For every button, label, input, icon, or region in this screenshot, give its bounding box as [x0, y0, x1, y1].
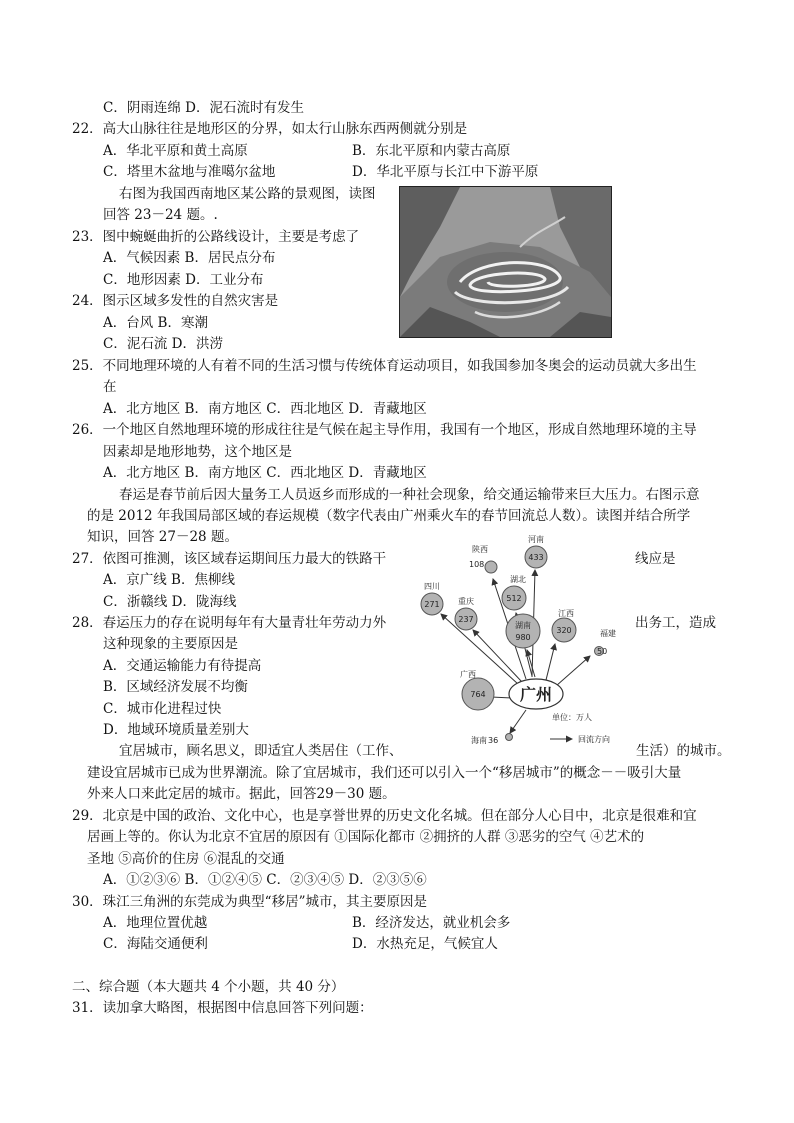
q28-stem-cont: 这种现象的主要原因是: [103, 636, 238, 652]
q27-options-cd: C．浙赣线 D．陇海线: [103, 594, 237, 610]
q23-options-ab: A．气候因素 B．居民点分布: [103, 250, 276, 266]
q30-option-b: B．经济发达，就业机会多: [352, 915, 511, 931]
q23-stem: 23．图中蜿蜒曲折的公路线设计，主要是考虑了: [72, 229, 360, 245]
jiangxi-name: 江西: [558, 609, 574, 618]
q23-options-cd: C．地形因素 D．工业分布: [103, 272, 264, 288]
q27-stem: 27．依图可推测，该区域春运期间压力最大的铁路干: [72, 551, 387, 567]
q22-option-d: D．华北平原与长江中下游平原: [352, 164, 539, 180]
q30-stem: 30．珠江三角洲的东莞成为典型“移居”城市，其主要原因是: [72, 894, 427, 910]
q25-options: A．北方地区 B．南方地区 C．西北地区 D．青藏地区: [103, 401, 427, 417]
sichuan-value: 271: [424, 600, 440, 609]
q24-options-ab: A．台风 B．寒潮: [103, 315, 208, 331]
shaanxi-value: 108: [469, 560, 485, 569]
spring-festival-flow-diagram: [414, 534, 624, 750]
q28-option-a: A．交通运输能力有待提高: [103, 658, 262, 674]
fujian-name: 福建: [600, 629, 616, 638]
mountain-road-illustration: [400, 187, 611, 337]
section-two-heading: 二、综合题（本大题共 4 个小题，共 40 分）: [72, 979, 345, 995]
arrow-sichuan: [441, 614, 518, 684]
arrow-fujian: [556, 656, 590, 686]
q22-option-a: A．华北平原和黄土高原: [103, 143, 248, 159]
q27-options-ab: A．京广线 B．焦柳线: [103, 572, 235, 588]
q30-option-a: A．地理位置优越: [103, 915, 208, 931]
flow-diagram-svg: [414, 534, 624, 750]
q31-stem: 31．读加拿大略图，根据图中信息回答下列问题：: [72, 1000, 373, 1016]
q27-stem-end: 线应是: [635, 551, 676, 567]
q22-option-b: B．东北平原和内蒙古高原: [352, 143, 511, 159]
hainan-name: 海南: [471, 736, 487, 745]
q29-30-intro-1-end: 生活）的城市。: [636, 743, 731, 759]
q28-stem: 28．春运压力的存在说明每年有大量青壮年劳动力外: [72, 615, 387, 631]
q22-option-c: C．塔里木盆地与准噶尔盆地: [103, 164, 276, 180]
q27-28-intro-2: 的是 2012 年我国局部区域的春运规模（数字代表由广州乘火车的春节回流总人数）。读图并结合所学: [87, 508, 691, 524]
q24-stem: 24．图示区域多发性的自然灾害是: [72, 293, 279, 309]
q28-option-b: B．区域经济发展不均衡: [103, 679, 248, 695]
mountain-road-photo: [399, 186, 612, 338]
hunan-value: 980: [515, 633, 531, 642]
q30-option-c: C．海陆交通便利: [103, 936, 208, 952]
q30-option-d: D．水热充足，气候宜人: [352, 936, 498, 952]
arrow-jiangxi: [546, 644, 555, 680]
hunan-name: 湖南: [515, 621, 531, 630]
bubble-shaanxi: [485, 561, 497, 573]
bubble-hunan: [506, 614, 540, 648]
q29-stem-cont-2: 圣地 ⑤高价的住房 ⑥混乱的交通: [87, 851, 285, 867]
hainan-value: 36: [488, 736, 499, 745]
guangxi-value: 764: [470, 690, 486, 699]
q28-option-c: C．城市化进程过快: [103, 701, 222, 717]
legend-label: 回流方向: [578, 735, 610, 744]
arrow-hainan: [510, 710, 526, 733]
q23-24-intro-2: 回答 23－24 题。.: [103, 207, 218, 223]
jiangxi-value: 320: [556, 626, 572, 635]
q25-stem: 25．不同地理环境的人有着不同的生活习惯与传统体育运动项目，如我国参加冬奥会的运动员就大多出生: [72, 358, 697, 374]
q23-24-intro-1: 右图为我国西南地区某公路的景观图，读图: [119, 186, 376, 202]
henan-value: 433: [528, 553, 544, 562]
q21-options: C．阴雨连绵 D．泥石流时有发生: [103, 100, 304, 116]
q29-30-intro-1: 宜居城市，顾名思义，即适宜人类居住（工作、: [119, 743, 403, 759]
q27-28-intro-1: 春运是春节前后因大量务工人员返乡而形成的一种社会现象，给交通运输带来巨大压力。右图示意: [119, 487, 700, 503]
hubei-value: 512: [506, 594, 522, 603]
chongqing-value: 237: [458, 615, 474, 624]
q24-options-cd: C．泥石流 D．洪涝: [103, 336, 223, 352]
guangxi-name: 广西: [460, 670, 476, 679]
guangzhou-label: 广州: [519, 685, 553, 704]
unit-label: 单位：万人: [552, 713, 592, 722]
q25-stem-cont: 在: [103, 379, 117, 395]
q28-stem-end: 出务工，造成: [635, 615, 716, 631]
q29-options: A．①②③⑥ B．①②④⑤ C．②③④⑤ D．②③⑤⑥: [103, 872, 427, 888]
q26-stem-cont: 因素却是地形地势，这个地区是: [103, 444, 292, 460]
bubble-hainan: [506, 734, 513, 741]
sichuan-name: 四川: [424, 582, 440, 591]
fujian-value: 50: [597, 647, 608, 656]
shaanxi-name: 陕西: [472, 545, 488, 554]
hubei-name: 湖北: [510, 575, 526, 584]
q27-28-intro-3: 知识，回答 27－28 题。: [87, 529, 238, 545]
q29-stem: 29．北京是中国的政治、文化中心，也是享誉世界的历史文化名城。但在部分人心目中，北京是很难和宜: [72, 808, 697, 824]
q26-stem: 26．一个地区自然地理环境的形成往往是气候在起主导作用，我国有一个地区，形成自然地理环境的主导: [72, 422, 697, 438]
q29-30-intro-3: 外来人口来此定居的城市。据此，回答29－30 题。: [87, 786, 396, 802]
henan-name: 河南: [528, 535, 544, 544]
q22-stem: 22．高大山脉往往是地形区的分界，如太行山脉东西两侧就分别是: [72, 121, 468, 137]
q28-option-d: D．地域环境质量差别大: [103, 722, 249, 738]
q29-stem-cont: 居画上等的。你认为北京不宜居的原因有 ①国际化都市 ②拥挤的人群 ③恶劣的空气 ④艺术的: [87, 829, 645, 845]
chongqing-name: 重庆: [458, 597, 474, 606]
q29-30-intro-2: 建设宜居城市已成为世界潮流。除了宜居城市，我们还可以引入一个“移居城市”的概念－－吸引大量: [87, 765, 682, 781]
q26-options: A．北方地区 B．南方地区 C．西北地区 D．青藏地区: [103, 465, 427, 481]
